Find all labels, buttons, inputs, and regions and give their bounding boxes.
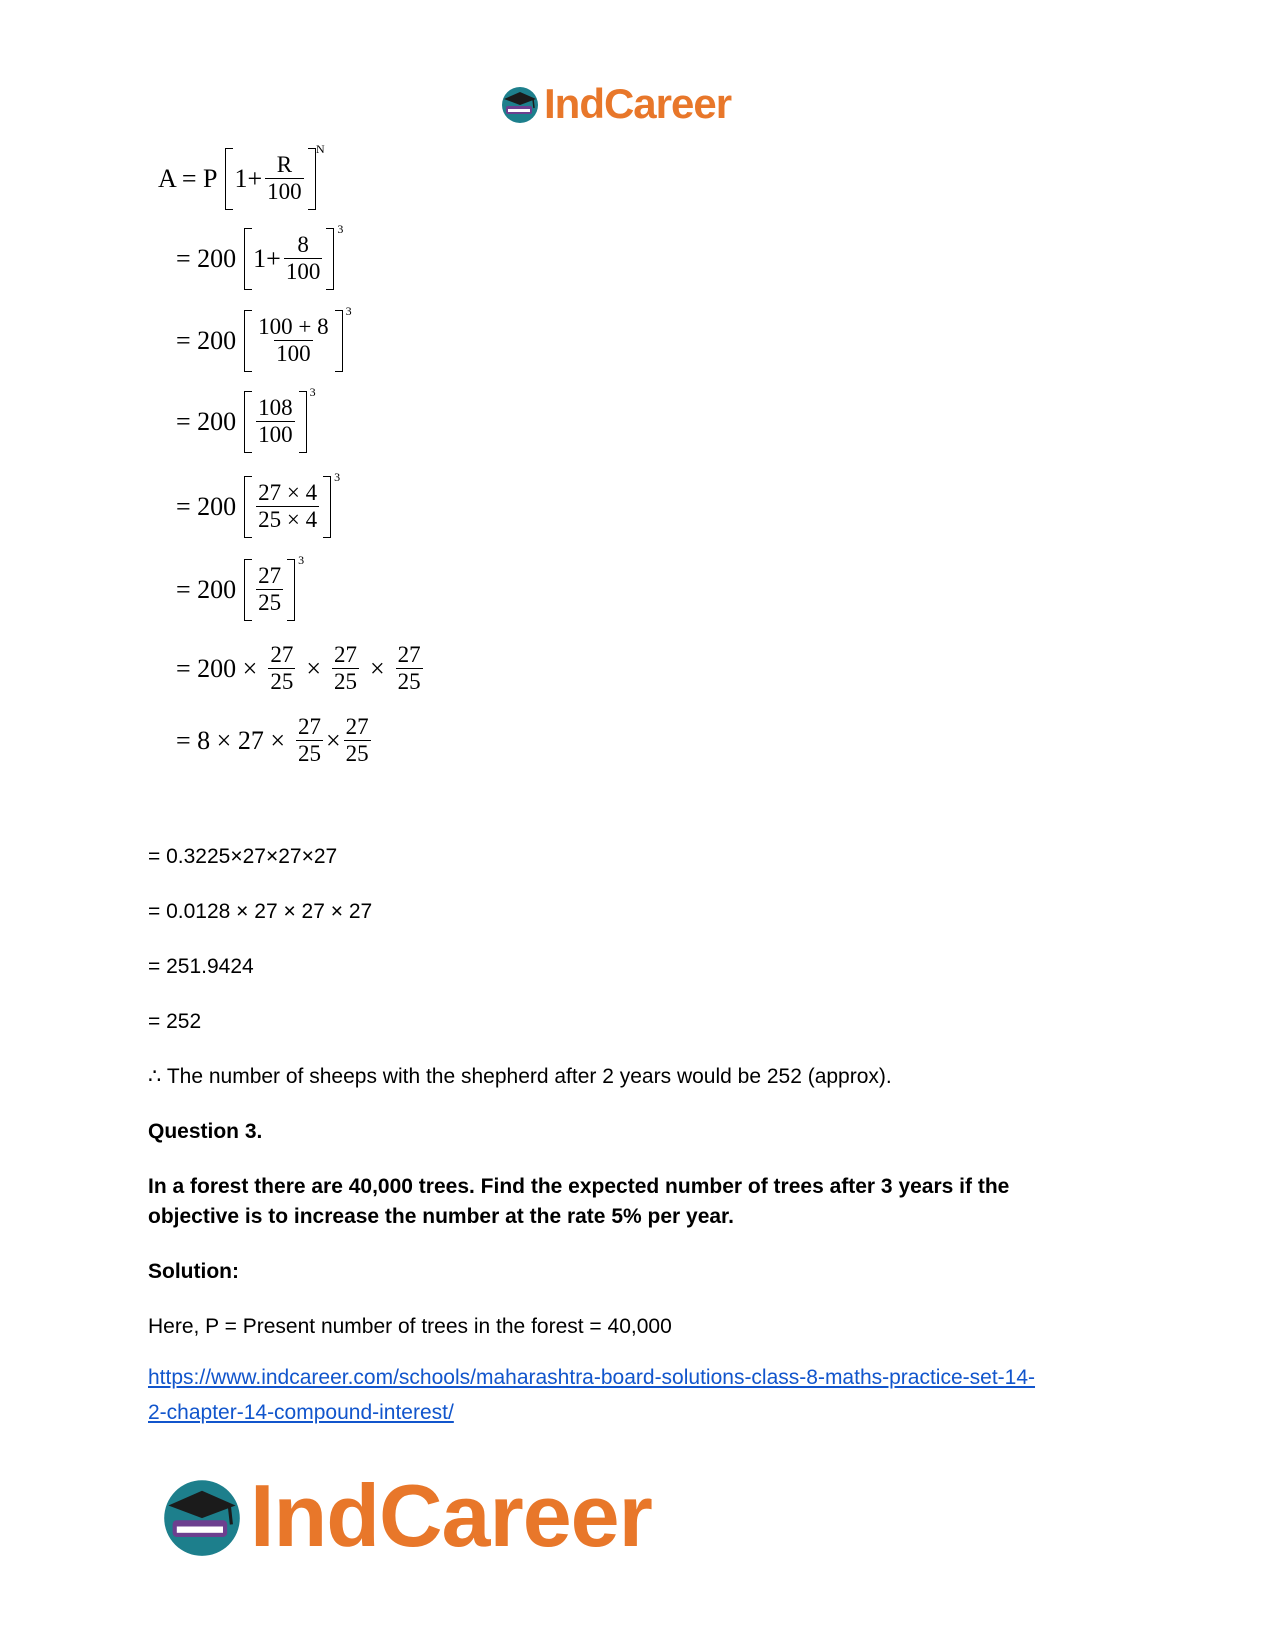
- math-fraction: [296, 714, 323, 768]
- source-link[interactable]: [148, 1360, 1108, 1430]
- fraction-numerator: R: [276, 152, 293, 177]
- fraction-numerator: 27: [298, 714, 321, 739]
- math-lhs: = 8 × 27 ×: [176, 725, 285, 755]
- math-times: ×: [306, 653, 321, 683]
- fraction-numerator: 8: [297, 232, 309, 257]
- math-row-6: [176, 553, 305, 617]
- math-lhs: = 200: [176, 406, 237, 436]
- header-logo: [500, 80, 731, 128]
- fraction-denominator: 25: [298, 741, 321, 767]
- math-lhs: = 200: [176, 325, 237, 355]
- math-exponent: 3: [298, 553, 305, 567]
- question-text-line-1: In a forest there are 40,000 trees. Find the expected number of trees after 3 years if the: [148, 1175, 1010, 1198]
- calc-line-2: = 0.0128 × 27 × 27 × 27: [148, 900, 373, 923]
- math-exponent: 3: [345, 304, 352, 318]
- math-fraction: [256, 314, 330, 368]
- conclusion-text: ∴ The number of sheeps with the shepherd after 2 years would be 252 (approx).: [148, 1065, 892, 1088]
- math-exponent: N: [315, 142, 325, 156]
- fraction-denominator: 25: [270, 669, 294, 695]
- fraction-denominator: 25 × 4: [258, 507, 318, 533]
- math-one-plus: 1+: [234, 163, 263, 193]
- math-lhs: = 200 ×: [176, 653, 258, 683]
- graduate-cap-book-icon: [500, 84, 540, 124]
- footer-logo: [160, 1466, 652, 1565]
- math-bracket: [244, 222, 344, 286]
- math-fraction: [332, 642, 359, 696]
- math-one-plus: 1+: [253, 243, 281, 273]
- fraction-denominator: 100: [267, 179, 302, 205]
- fraction-numerator: 100 + 8: [258, 314, 329, 339]
- calc-line-3: = 251.9424: [148, 955, 254, 978]
- math-exponent: 3: [337, 222, 344, 236]
- math-fraction: [284, 232, 323, 286]
- math-row-3: [176, 304, 352, 368]
- math-bracket: [244, 304, 352, 368]
- fraction-denominator: 25: [258, 590, 282, 616]
- math-lhs: = 200: [176, 491, 237, 521]
- math-row-2: [176, 222, 344, 286]
- math-lhs: A = P: [158, 163, 218, 193]
- question-heading: Question 3.: [148, 1120, 263, 1143]
- math-fraction: [256, 480, 319, 534]
- source-link-line-2[interactable]: 2-chapter-14-compound-interest/: [148, 1401, 454, 1424]
- fraction-numerator: 27: [397, 642, 421, 667]
- math-lhs: = 200: [176, 574, 237, 604]
- math-row-5: [176, 470, 341, 534]
- math-bracket: [244, 470, 341, 534]
- calc-line-1: = 0.3225×27×27×27: [148, 845, 338, 868]
- math-exponent: 3: [334, 470, 341, 484]
- math-fraction: [256, 395, 295, 449]
- fraction-denominator: 25: [334, 669, 357, 695]
- fraction-numerator: 27: [334, 642, 357, 667]
- question-text-line-2: objective is to increase the number at the rate 5% per year.: [148, 1205, 734, 1228]
- math-row-7: [176, 642, 426, 696]
- math-bracket: [225, 142, 325, 206]
- math-row-8: [176, 714, 374, 768]
- math-fraction: [256, 563, 283, 617]
- math-fraction: [265, 152, 304, 206]
- fraction-denominator: 100: [258, 422, 293, 448]
- math-row-1: [158, 142, 325, 206]
- math-times: ×: [326, 725, 341, 755]
- source-link-line-1[interactable]: https://www.indcareer.com/schools/maharashtra-board-solutions-class-8-maths-practice-set-14-: [148, 1366, 1036, 1389]
- fraction-numerator: 27: [270, 642, 294, 667]
- math-exponent: 3: [309, 385, 316, 399]
- math-fraction: [396, 642, 423, 696]
- math-fraction: [268, 642, 295, 696]
- fraction-numerator: 108: [258, 395, 293, 420]
- fraction-denominator: 100: [276, 341, 311, 367]
- fraction-numerator: 27: [258, 563, 282, 588]
- graduate-cap-book-icon: [160, 1474, 244, 1558]
- math-bracket: [244, 553, 305, 617]
- math-lhs: = 200: [176, 243, 237, 273]
- fraction-denominator: 100: [285, 259, 321, 285]
- math-times: ×: [370, 653, 385, 683]
- solution-text: Here, P = Present number of trees in the forest = 40,000: [148, 1315, 672, 1338]
- fraction-denominator: 25: [345, 741, 369, 767]
- math-bracket: [244, 385, 316, 449]
- footer-logo-text: IndCareer: [250, 1466, 652, 1565]
- calc-line-4: = 252: [148, 1010, 202, 1033]
- fraction-numerator: 27 × 4: [258, 480, 318, 505]
- solution-heading: Solution:: [148, 1260, 239, 1283]
- math-fraction: [344, 714, 371, 768]
- fraction-denominator: 25: [397, 669, 421, 695]
- math-row-4: [176, 385, 316, 449]
- header-logo-text: IndCareer: [544, 80, 732, 127]
- fraction-numerator: 27: [345, 714, 369, 739]
